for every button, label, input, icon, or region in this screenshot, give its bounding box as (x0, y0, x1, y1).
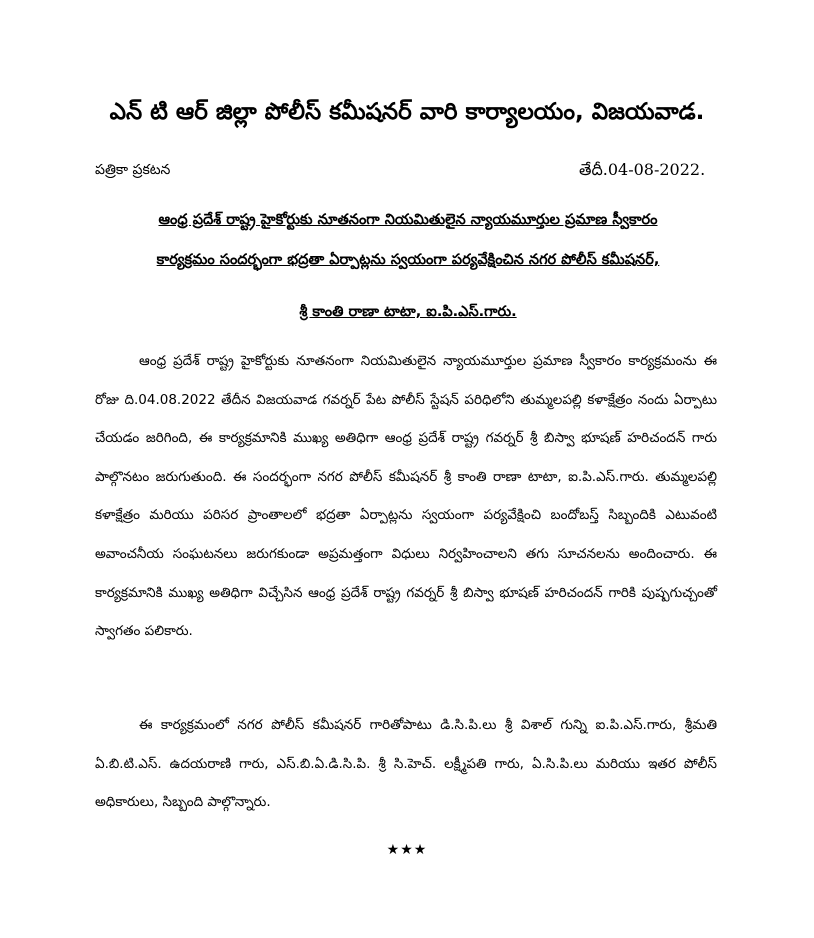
body-paragraph-1: ఆంధ్ర ప్రదేశ్ రాష్ట్ర హైకోర్టుకు నూతనంగా నియమితులైన న్యాయమూర్తుల ప్రమాణ స్వీకారం కార్యక్రమంను ఈ రోజు ది.04.08.2022 తేదీన విజయవాడ గవర్నర్ పేట పోలీస్ స్టేషన్ పరిధిలోని తుమ్మలపల్లి కళాక్షేత్రం నందు ఏర్పాటు చేయడం జరిగింది, ఈ కార్యక్రమానికి ముఖ్య అతిధిగా ఆంధ్ర ప్రదేశ్ రాష్ట్ర గవర్నర్ శ్రీ బిస్వా భూషణ్ హరిచందన్ గారు పాల్గొనటం జరుగుతుంది. ఈ సందర్భంగా నగర పోలీస్ కమీషనర్ శ్రీ కాంతి రాణా టాటా, ఐ.పి.ఎస్.గారు. తుమ్మలపల్లి కళాక్షేత్రం మరియు పరిసర ప్రాంతాలలో భద్రతా ఏర్పాట్లను స్వయంగా పర్యవేక్షించి బందోబస్త్ సిబ్బందికి ఎటువంటి అవాంచనీయ సంఘటనలు జరుగకుండా అప్రమత్తంగా విధులు నిర్వహించాలని తగు సూచనలను అందించారు. ఈ కార్యక్రమానికి ముఖ్య అతిధిగా విచ్చేసిన ఆంధ్ర ప్రదేశ్ రాష్ట్ర గవర్నర్ శ్రీ బిస్వా భూషణ్ హరిచందన్ గారికి పుష్పగుచ్చంతో స్వాగతం పలికారు. (95, 353, 717, 640)
document-title: ఎన్ టి ఆర్ జిల్లా పోలీస్ కమీషనర్ వారి కార్యాలయం, విజయవాడ. (109, 99, 705, 125)
heading-line-3: శ్రీ కాంతి రాణా టాటా, ఐ.పి.ఎస్.గారు. (299, 304, 517, 320)
heading-line-2: కార్యక్రమం సందర్భంగా భద్రతా ఏర్పాట్లను స్వయంగా పర్యవేక్షించిన నగర పోలీస్ కమీషనర్, (156, 252, 660, 268)
heading-line-1: ఆంధ్ర ప్రదేశ్ రాష్ట్ర హైకోర్టుకు నూతనంగా నియమితులైన న్యాయమూర్తుల ప్రమాణ స్వీకారం (158, 212, 658, 228)
body-paragraph-2: ఈ కార్యక్రమంలో నగర పోలీస్ కమీషనర్ గారితోపాటు డి.సి.పి.లు శ్రీ విశాల్ గున్ని ఐ.పి.ఎస్.గారు, శ్రీమతి ఏ.బి.టి.ఎస్. ఉదయరాణి గారు, ఎస్.బి.ఏ.డి.సి.పి. శ్రీ సి.హెచ్. లక్ష్మీపతి గారు, ఏ.సి.పి.లు మరియు ఇతర పోలీస్ అధికారులు, సిబ్బంది పాల్గొన్నారు. (95, 717, 717, 811)
document-date: తేదీ.04-08-2022. (579, 160, 706, 179)
footer-stars: ★★★ (386, 842, 428, 858)
press-release-label: పత్రికా ప్రకటన (95, 162, 171, 178)
